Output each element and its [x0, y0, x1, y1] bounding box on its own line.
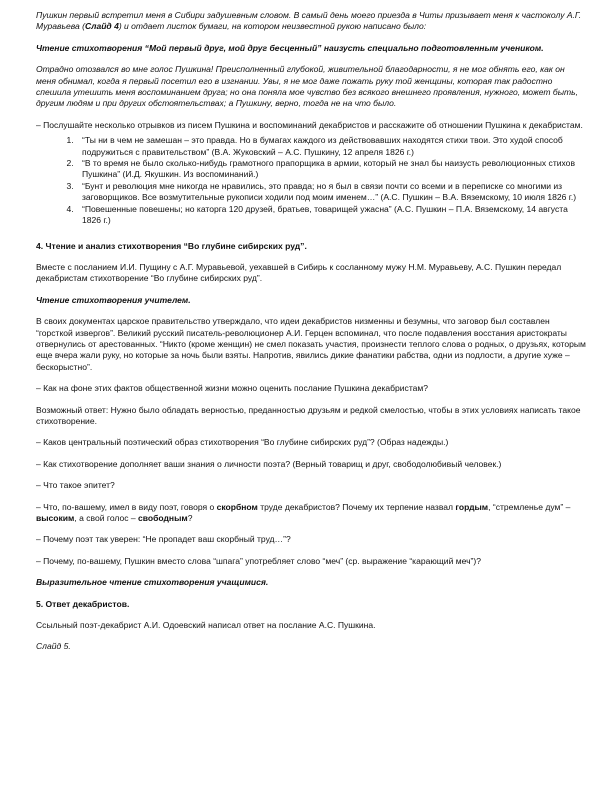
letters-list	[36, 135, 586, 226]
listen-prompt: – Послушайте несколько отрывков из писем Пушкина и воспоминаний декабристов и расскажите об отношении Пушкина к декабристам.	[36, 119, 583, 130]
slide-5-label: Слайд 5.	[36, 641, 71, 652]
q-text: – Что, по-вашему, имел в виду поэт, говоря о	[36, 501, 217, 512]
question-confident: – Почему поэт так уверен: “Не пропадет ваш скорбный труд…”?	[36, 534, 291, 545]
intro-text: Пушкин первый встретил меня в Сибири задушевным словом. В самый день моего приезда в Читы призывает меня к частоколу А.Г. Муравьева (	[36, 10, 582, 32]
letter-item: 4. “Повешенные повешены; но каторга 120 друзей, братьев, товарищей ужасна” (А.С. Пушкин – П.А. Вяземскому, 14 августа 1826 г.)	[76, 204, 586, 227]
odoevsky-paragraph: Ссыльный поэт-декабрист А.И. Одоевский написал ответ на послание А.С. Пушкина.	[36, 620, 376, 631]
question-personality: – Как стихотворение дополняет ваши знания о личности поэта? (Верный товарищ и друг, свободолюбивый человек.)	[36, 458, 502, 469]
document-page	[36, 10, 586, 663]
q-text: ?	[187, 513, 193, 523]
word-gordym: гордым	[455, 501, 489, 512]
government-paragraph: В своих документах царское правительство утверждало, что идеи декабристов низменны и безумны, что заговор был составлен “горсткой извергов”. Великий русский писатель-революционер А.И. Герцен вспоминал, что после подавления восстания аристократы отвернулись от арестованных. “Никто (кроме женщин) не смел показать участия, произнести теплого слова о родных, о друзьях, которым еще вчера жали руку, но которые за ночь были взяты. Напротив, явились дикие фанатики рабства, одни из подлости, а другие хуже – бескорыстно”.	[36, 316, 586, 372]
question-epithet: – Что такое эпитет?	[36, 480, 115, 491]
teacher-reading-heading: Чтение стихотворения учителем.	[36, 294, 191, 305]
intro-paragraph	[36, 10, 586, 33]
question-skorbnom	[36, 502, 586, 525]
section-4-intro: Вместе с посланием И.И. Пущину с А.Г. Муравьевой, уехавшей в Сибирь к сосланному мужу Н.М. Муравьеву, А.С. Пушкин передал декабристам стихотворение “Во глубине сибирских руд”.	[36, 261, 562, 284]
question-value: – Как на фоне этих фактов общественной жизни можно оценить послание Пушкина декабристам?	[36, 383, 429, 394]
letter-item: 1. “Ты ни в чем не замешан – это правда. Но в бумагах каждого из действовавших находятся стихи твои. Это худой способ подружиться с правительством” (В.А. Жуковский – А.С. Пушкину, 12 апреля 1826 г.)	[76, 135, 586, 158]
word-svobodnym: свободным	[138, 513, 188, 523]
pushchin-quote: Отрадно отозвался во мне голос Пушкина! Преисполненный глубокой, живительной благодарности, я не мог обнять его, как он меня обнимал, когда я первый посетил его в изгнании. Увы, я не мог даже пожать руку той женщины, которая так радостно спешила утешить меня воспоминанием друга; но она поняла мое чувство без всякого внешнего проявления, нужного, может быть, другим людям и при других обстоятельствах; а Пушкину, верно, тогда не на что было.	[36, 64, 578, 109]
reading-heading: Чтение стихотворения “Мой первый друг, мой друг бесценный” наизусть специально подготовленным учеником.	[36, 42, 544, 53]
letter-item: 3. “Бунт и революция мне никогда не нравились, это правда; но я был в связи почти со всеми и в переписке со многими из заговорщиков. Все возмутительные рукописи ходили под моим именем…” (А.С. Пушкин – В.А. Вяземскому, 10 июля 1826 г.)	[76, 181, 586, 204]
q-text: труде декабристов? Почему их терпение назвал	[257, 501, 456, 512]
word-vysokim: высоким	[36, 513, 75, 523]
intro-text-end: ) и отдает листок бумаги, на котором неизвестной рукою написано было:	[118, 21, 427, 32]
slide-4-label: Слайд 4	[84, 21, 119, 32]
letter-item: 2. “В то время не было сколько-нибудь грамотного прапорщика в армии, который не знал бы наизусть революционных стихов Пушкина” (И.Д. Якушкин. Из воспоминаний.)	[76, 158, 586, 181]
q-text: , “стремленье дум” –	[488, 501, 571, 512]
word-skorbnom: скорбном	[216, 501, 258, 512]
expressive-reading-heading: Выразительное чтение стихотворения учащимися.	[36, 577, 269, 588]
possible-answer: Возможный ответ: Нужно было обладать верностью, преданностью друзьям и редкой смелостью, чтобы в этих условиях написать такое стихотворение.	[36, 404, 581, 426]
question-central-image: – Каков центральный поэтический образ стихотворения “Во глубине сибирских руд”? (Образ надежды.)	[36, 437, 449, 448]
q-text: , а свой голос –	[74, 513, 138, 523]
section-4-heading: 4. Чтение и анализ стихотворения “Во глубине сибирских руд”.	[36, 240, 307, 251]
question-sword: – Почему, по-вашему, Пушкин вместо слова “шпага” употребляет слово “меч” (ср. выражение “карающий меч”)?	[36, 555, 481, 566]
section-5-heading: 5. Ответ декабристов.	[36, 598, 130, 609]
